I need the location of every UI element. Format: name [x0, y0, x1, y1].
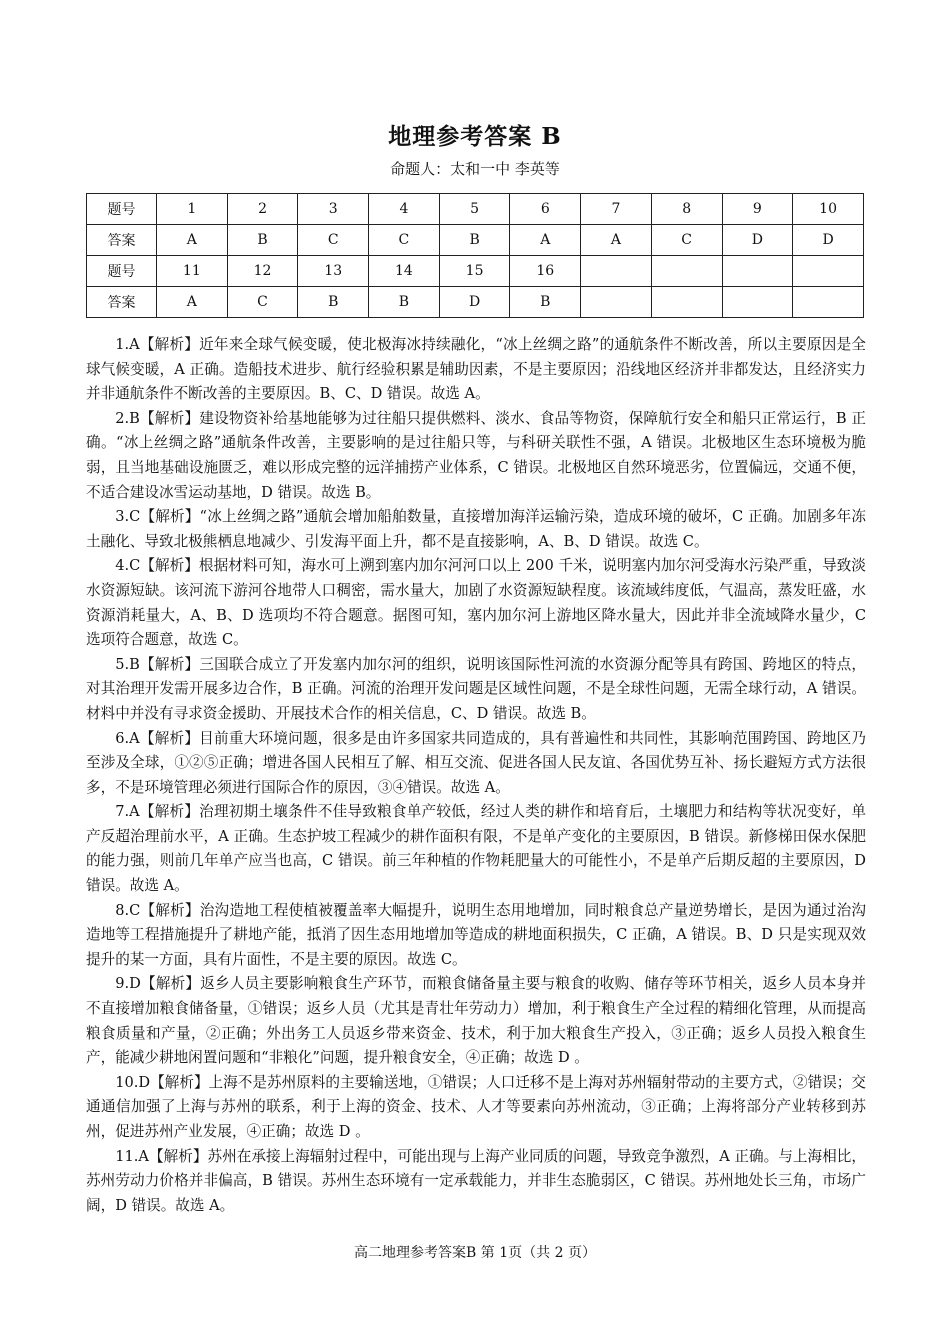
explanation-paragraph: 2.B【解析】建设物资补给基地能够为过往船只提供燃料、淡水、食品等物资，保障航行安全和船只正常运行，B 正确。“冰上丝绸之路”通航条件改善，主要影响的是过往船只等，与科研关联性不强，A 错误。北极地区生态环境极为脆弱，且当地基础设施匮乏，难以形成完整的远洋捕捞产业体系，C 错误。北极地区自然环境恶劣，位置偏远，交通不便，不适合建设冰雪运动基地，D 错误。故选 B。	[86, 409, 866, 501]
question-number: 11	[157, 256, 228, 287]
row-label-answer: 答案	[87, 287, 157, 318]
explanation-paragraph: 8.C【解析】治沟造地工程使植被覆盖率大幅提升，说明生态用地增加，同时粮食总产量逆势增长，是因为通过治沟造地等工程措施提升了耕地产能，抵消了因生态用地增加等造成的耕地面积损失，C 正确，A 错误。B、D 只是实现双效提升的某一方面，具有片面性，不是主要的原因。故选 C。	[86, 901, 866, 968]
answer-cell: B	[369, 287, 440, 318]
answer-cell: B	[298, 287, 369, 318]
author-line: 命题人：太和一中 李英等	[390, 160, 560, 178]
empty-cell	[651, 287, 722, 318]
question-number: 6	[510, 194, 581, 225]
question-number: 7	[581, 194, 652, 225]
answer-cell: C	[298, 225, 369, 256]
empty-cell	[581, 256, 652, 287]
table-row	[87, 256, 864, 287]
question-number: 8	[651, 194, 722, 225]
question-number: 10	[793, 194, 864, 225]
empty-cell	[722, 287, 793, 318]
answer-cell: B	[227, 225, 298, 256]
empty-cell	[651, 256, 722, 287]
question-number: 2	[227, 194, 298, 225]
answer-cell: D	[439, 287, 510, 318]
explanation-paragraph: 3.C【解析】“冰上丝绸之路”通航会增加船舶数量，直接增加海洋运输污染，造成环境的破坏，C 正确。加剧多年冻土融化、导致北极熊栖息地减少、引发海平面上升，都不是直接影响，A、B、D 错误。故选 C。	[86, 508, 866, 550]
question-number: 14	[369, 256, 440, 287]
explanation-paragraph: 9.D【解析】返乡人员主要影响粮食生产环节，而粮食储备量主要与粮食的收购、储存等环节相关，返乡人员本身并不直接增加粮食储备量，①错误；返乡人员（尤其是青壮年劳动力）增加，利于粮食生产全过程的精细化管理，从而提高粮食质量和产量，②正确；外出务工人员返乡带来资金、技术，利于加大粮食生产投入，③正确；返乡人员投入粮食生产，能减少耕地闲置问题和“非粮化”问题，提升粮食安全，④正确；故选 D 。	[86, 975, 866, 1067]
answer-cell: D	[793, 225, 864, 256]
row-label-answer: 答案	[87, 225, 157, 256]
answer-cell: A	[157, 225, 228, 256]
table-row	[87, 194, 864, 225]
page-footer: 高二地理参考答案B 第 1页（共 2 页）	[354, 1245, 596, 1261]
explanations-section	[86, 333, 866, 1218]
empty-cell	[581, 287, 652, 318]
table-row	[87, 225, 864, 256]
question-number: 13	[298, 256, 369, 287]
answer-cell: B	[439, 225, 510, 256]
empty-cell	[722, 256, 793, 287]
answer-cell: B	[510, 287, 581, 318]
empty-cell	[793, 287, 864, 318]
question-number: 5	[439, 194, 510, 225]
page-title: 地理参考答案 B	[388, 123, 562, 150]
question-number: 1	[157, 194, 228, 225]
answer-cell: A	[581, 225, 652, 256]
table-row	[87, 287, 864, 318]
question-number: 12	[227, 256, 298, 287]
row-label-question: 题号	[87, 256, 157, 287]
answer-cell: C	[227, 287, 298, 318]
row-label-question: 题号	[87, 194, 157, 225]
explanation-paragraph: 10.D【解析】上海不是苏州原料的主要输送地，①错误；人口迁移不是上海对苏州辐射带动的主要方式，②错误；交通通信加强了上海与苏州的联系，利于上海的资金、技术、人才等要素向苏州流动，③正确；上海将部分产业转移到苏州，促进苏州产业发展，④正确；故选 D 。	[86, 1073, 866, 1140]
explanation-paragraph: 1.A【解析】近年来全球气候变暖，使北极海冰持续融化，“冰上丝绸之路”的通航条件不断改善，所以主要原因是全球气候变暖，A 正确。造船技术进步、航行经验积累是辅助因素，不是主要原因；沿线地区经济并非都发达，且经济实力并非通航条件不断改善的主要原因。B、C、D 错误。故选 A。	[86, 336, 866, 403]
explanation-paragraph: 11.A【解析】苏州在承接上海辐射过程中，可能出现与上海产业同质的问题，导致竞争激烈，A 正确。与上海相比，苏州劳动力价格并非偏高，B 错误。苏州生态环境有一定承载能力，并非生态脆弱区，C 错误。苏州地处长三角，市场广阔，D 错误。故选 A。	[86, 1147, 866, 1214]
explanation-paragraph: 7.A【解析】治理初期土壤条件不佳导致粮食单产较低，经过人类的耕作和培育后，土壤肥力和结构等状况变好，单产反超治理前水平，A 正确。生态护坡工程减少的耕作面积有限，不是单产变化的主要原因，B 错误。新修梯田保水保肥的能力强，则前几年单产应当也高，C 错误。前三年种植的作物耗肥量大的可能性小，不是单产后期反超的主要原因，D 错误。故选 A。	[86, 803, 866, 895]
explanation-paragraph: 5.B【解析】三国联合成立了开发塞内加尔河的组织，说明该国际性河流的水资源分配等具有跨国、跨地区的特点，对其治理开发需开展多边合作，B 正确。河流的治理开发问题是区域性问题，不是全球性问题，无需全球行动，A 错误。材料中并没有寻求资金援助、开展技术合作的相关信息，C、D 错误。故选 B。	[86, 655, 866, 722]
question-number: 9	[722, 194, 793, 225]
answer-cell: A	[510, 225, 581, 256]
answer-cell: C	[369, 225, 440, 256]
explanation-paragraph: 4.C【解析】根据材料可知，海水可上溯到塞内加尔河河口以上 200 千米，说明塞内加尔河受海水污染严重，导致淡水资源短缺。该河流下游河谷地带人口稠密，需水量大，加剧了水资源短缺程度。该流域纬度低，气温高，蒸发旺盛，水资源消耗量大，A、B、D 选项均不符合题意。据图可知，塞内加尔河上游地区降水量大，因此并非全流域降水量少，C 选项符合题意，故选 C。	[86, 557, 866, 649]
question-number: 3	[298, 194, 369, 225]
answer-cell: A	[157, 287, 228, 318]
answer-table	[86, 193, 864, 318]
question-number: 15	[439, 256, 510, 287]
answer-cell: C	[651, 225, 722, 256]
answer-cell: D	[722, 225, 793, 256]
question-number: 4	[369, 194, 440, 225]
explanation-paragraph: 6.A【解析】目前重大环境问题，很多是由许多国家共同造成的，具有普遍性和共同性，其影响范围跨国、跨地区乃至涉及全球，①②⑤正确；增进各国人民相互了解、相互交流、促进各国人民友谊、各国优势互补、扬长避短方式方法很多，不是环境管理必须进行国际合作的原因，③④错误。故选 A。	[86, 729, 866, 796]
question-number: 16	[510, 256, 581, 287]
empty-cell	[793, 256, 864, 287]
